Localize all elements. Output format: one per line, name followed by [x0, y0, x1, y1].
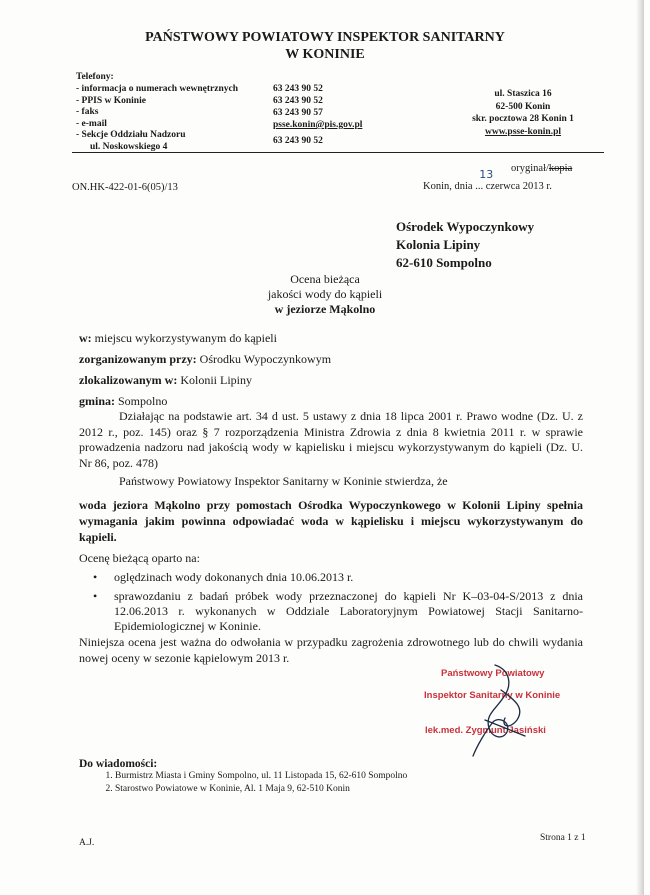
list-item: [93, 570, 583, 585]
date-dots: ...: [475, 181, 484, 192]
section-address: ul. Noskowskiego 4: [90, 141, 168, 152]
contact-value: 63 243 90 52: [273, 84, 323, 94]
recipient-line-2: Kolonia Lipiny: [396, 237, 481, 252]
subject-line-2: jakości wody do kąpieli: [267, 287, 383, 301]
title-line-1: PAŃSTWOWY POWIATOWY INSPEKTOR SANITARNY: [145, 30, 505, 45]
field-label: gmina:: [79, 394, 115, 408]
copy-label: kopia: [548, 163, 573, 174]
date-prefix: Konin, dnia: [423, 181, 473, 192]
date-day-slot: [475, 168, 494, 192]
recipient-line-3: 62-610 Sompolno: [396, 255, 492, 270]
contact-value: 63 243 90 57: [273, 108, 323, 118]
contact-labels: [76, 84, 276, 153]
handwritten-day: 13: [479, 168, 494, 181]
field-location: [79, 331, 277, 346]
field-label: zorganizowanym przy:: [79, 352, 197, 366]
contact-label: - Sekcje Oddziału Nadzoru: [76, 130, 186, 140]
bullet-icon: •: [93, 589, 98, 603]
author-initials: A.J.: [79, 838, 95, 848]
list-item-text: oględzinach wody dokonanych dnia 10.06.2013 r.: [114, 570, 354, 584]
field-located: [79, 373, 252, 388]
bullet-icon: •: [93, 570, 98, 584]
scan-edge-shadow: [636, 0, 644, 895]
subject-line-3: w jeziorze Mąkolno: [274, 302, 376, 316]
signature-icon: [455, 660, 545, 760]
stamp-line-3: lek.med. Zygmunt Jasiński: [425, 725, 546, 736]
authority-title: [0, 29, 650, 63]
contact-label: - faks: [76, 107, 99, 117]
field-label: zlokalizowanym w:: [79, 373, 178, 387]
inspector-states: Państwowy Powiatowy Inspektor Sanitarny w Koninie stwierdza, że: [119, 474, 448, 488]
contact-label: - e-mail: [76, 118, 107, 129]
email-link[interactable]: psse.konin@pis.gov.pl: [273, 120, 363, 130]
list-item: [115, 783, 407, 796]
field-value: miejscu wykorzystywanym do kąpieli: [91, 331, 277, 345]
contact-label: - informacja o numerach wewnętrznych: [76, 84, 238, 94]
field-value: Ośrodku Wypoczynkowym: [196, 352, 332, 366]
original-label: oryginał/: [511, 163, 549, 174]
list-item: [93, 589, 583, 634]
distribution-list: [79, 770, 407, 796]
based-on-heading: Ocenę bieżącą oparto na:: [79, 551, 200, 565]
phone-numbers: [273, 84, 362, 148]
stamp-line-2: Inspektor Sanitarny w Koninie: [424, 690, 561, 701]
list-item: [115, 770, 407, 783]
subject-line-1: Ocena bieżąca: [290, 272, 360, 286]
date-suffix: czerwca 2013 r.: [485, 181, 552, 192]
list-item-text: Burmistrz Miasta i Gminy Sompolno, ul. 11 Listopada 15, 62-610 Sompolno: [115, 771, 408, 781]
address-city: 62-500 Konin: [495, 101, 551, 112]
original-copy-mark: [511, 163, 572, 174]
phones-label: Telefony:: [76, 72, 114, 82]
field-label: w:: [79, 331, 92, 345]
conclusion-paragraph: woda jeziora Mąkolno przy pomostach Ośrodka Wypoczynkowego w Kolonii Lipiny spełnia wymagania jakim powinna odpowiadać woda w kąpielisku i miejscu wykorzystywanym do kąpieli.: [79, 498, 583, 544]
address-pobox: skr. pocztowa 28 Konin 1: [472, 114, 574, 124]
header-divider: [72, 152, 604, 153]
contact-label: - PPIS w Koninie: [76, 95, 146, 106]
recipient-line-1: Ośrodek Wypoczynkowy: [396, 219, 535, 234]
website-link[interactable]: www.psse-konin.pl: [484, 126, 562, 137]
document-subject: [200, 272, 450, 317]
validity-paragraph: Niniejsza ocena jest ważna do odwołania w przypadku zagrożenia zdrowotnego lub do chwili wydania nowej oceny w sezonie kąpielowym 2013 r.: [79, 635, 583, 665]
field-gmina: [79, 394, 167, 409]
list-item-text: sprawozdaniu z badań próbek wody przeznaczonej do kąpieli Nr K–03-04-S/2013 z dnia 12.06.2013 r. wykonanych w Oddziale Laboratoryjnym Powiatowej Stacji Sanitarno-Epidemiologicznej w Koninie.: [114, 589, 583, 633]
reference-number: ON.HK-422-01-6(05)/13: [72, 182, 178, 193]
legal-basis-paragraph: Działając na podstawie art. 34 d ust. 5 ustawy z dnia 18 lipca 2001 r. Prawo wodne (Dz. U. z 2012 r., poz. 145) oraz § 7 rozporządzenia Ministra Zdrowia z dnia 8 kwietnia 2011 r. w sprawie prowadzenia nadzoru nad jakością wody w kąpielisku i miejscu wykorzystywanym do kąpieli (Dz. U. Nr 86, poz. 478): [79, 409, 583, 470]
field-organized: [79, 352, 331, 367]
stamp-line-1: Państwowy Powiatowy: [441, 668, 545, 679]
office-address: [445, 88, 601, 138]
contact-value: 63 243 90 52: [273, 96, 323, 106]
title-line-2: W KONINIE: [285, 47, 365, 62]
recipient-address: [396, 218, 534, 272]
field-value: Sompolno: [115, 394, 168, 408]
list-item-text: Starostwo Powiatowe w Koninie, Al. 1 Maja 9, 62-510 Konin: [115, 784, 350, 794]
field-value: Kolonii Lipiny: [177, 373, 252, 387]
evidence-list: [93, 570, 583, 634]
page-number: Strona 1 z 1: [540, 833, 586, 843]
distribution-heading: Do wiadomości:: [79, 758, 158, 770]
address-street: ul. Staszica 16: [494, 89, 552, 99]
contact-value: 63 243 90 52: [273, 136, 323, 146]
